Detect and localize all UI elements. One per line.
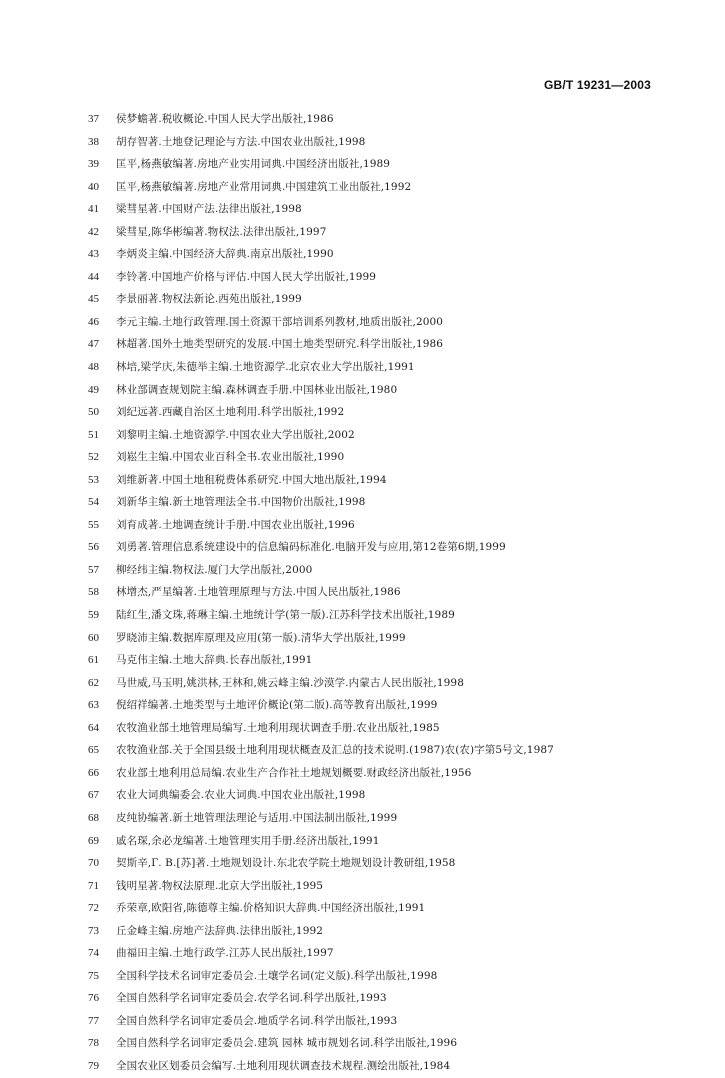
reference-number: 40 <box>88 180 99 193</box>
reference-item <box>88 266 688 289</box>
reference-item <box>88 672 688 695</box>
reference-item <box>88 942 688 965</box>
reference-number: 43 <box>88 248 99 261</box>
reference-number: 52 <box>88 451 99 464</box>
reference-item <box>88 356 688 379</box>
reference-item <box>88 920 688 943</box>
reference-number: 67 <box>88 789 99 802</box>
reference-text: 农业大词典编委会.农业大词典.中国农业出版社,1998 <box>116 789 366 802</box>
reference-text: 陆红生,潘文珠,蒋琳主编.土地统计学(第一版).江苏科学技术出版社,1989 <box>116 609 455 622</box>
reference-text: 丘金峰主编.房地产法辞典.法律出版社,1992 <box>116 924 324 937</box>
reference-number: 65 <box>88 744 99 757</box>
reference-text: 乔荣章,欧阳省,陈德尊主编.价格知识大辞典.中国经济出版社,1991 <box>116 902 426 915</box>
reference-text: 农业部土地利用总局编.农业生产合作社土地规划概要.财政经济出版社,1956 <box>116 766 472 779</box>
reference-item <box>88 108 688 131</box>
reference-number: 79 <box>88 1059 99 1072</box>
reference-number: 47 <box>88 338 99 351</box>
reference-number: 54 <box>88 496 99 509</box>
reference-number: 59 <box>88 609 99 622</box>
reference-item <box>88 739 688 762</box>
reference-item <box>88 198 688 221</box>
reference-item <box>88 1032 688 1055</box>
reference-text: 刘维新著.中国土地租税费体系研究.中国大地出版社,1994 <box>116 473 387 486</box>
reference-text: 全国自然科学名词审定委员会.建筑 园林 城市规划名词.科学出版社,1996 <box>116 1037 458 1050</box>
reference-number: 72 <box>88 902 99 915</box>
reference-item <box>88 379 688 402</box>
reference-text: 农牧渔业部.关于全国县级土地利用现状概查及汇总的技术说明.(1987)农(农)字第5号文,1987 <box>116 744 554 757</box>
reference-number: 66 <box>88 766 99 779</box>
reference-number: 46 <box>88 315 99 328</box>
reference-item <box>88 446 688 469</box>
reference-text: 柳经纬主编.物权法.厦门大学出版社,2000 <box>116 563 313 576</box>
reference-item <box>88 401 688 424</box>
reference-text: 李景丽著.物权法新论.西苑出版社,1999 <box>116 293 302 306</box>
reference-item <box>88 536 688 559</box>
reference-item <box>88 694 688 717</box>
reference-item <box>88 176 688 199</box>
reference-item <box>88 649 688 672</box>
reference-item <box>88 965 688 988</box>
reference-text: 胡存智著.土地登记理论与方法.中国农业出版社,1998 <box>116 135 366 148</box>
reference-text: 刘黎明主编.土地资源学.中国农业大学出版社,2002 <box>116 428 355 441</box>
reference-text: 刘勇著.管理信息系统建设中的信息编码标准化.电脑开发与应用,第12卷第6期,1999 <box>116 541 506 554</box>
reference-number: 71 <box>88 879 99 892</box>
reference-item <box>88 288 688 311</box>
reference-item <box>88 333 688 356</box>
reference-number: 61 <box>88 654 99 667</box>
reference-text: 李元主编.土地行政管理.国土资源干部培训系列教材,地质出版社,2000 <box>116 315 444 328</box>
reference-number: 51 <box>88 428 99 441</box>
reference-text: 李炳炎主编.中国经济大辞典.南京出版社,1990 <box>116 248 334 261</box>
reference-number: 49 <box>88 383 99 396</box>
reference-number: 55 <box>88 518 99 531</box>
reference-text: 林培,梁学庆,朱德举主编.土地资源学.北京农业大学出版社,1991 <box>116 361 415 374</box>
reference-number: 74 <box>88 947 99 960</box>
reference-number: 39 <box>88 158 99 171</box>
reference-text: 马克伟主编.土地大辞典.长春出版社,1991 <box>116 654 313 667</box>
reference-number: 48 <box>88 361 99 374</box>
reference-text: 梁彗星著.中国财产法.法律出版社,1998 <box>116 203 302 216</box>
reference-item <box>88 424 688 447</box>
reference-text: 全国自然科学名词审定委员会.农学名词.科学出版社,1993 <box>116 992 387 1005</box>
reference-text: 刘育成著.土地调查统计手册.中国农业出版社,1996 <box>116 518 355 531</box>
reference-item <box>88 581 688 604</box>
reference-item <box>88 717 688 740</box>
reference-text: 侯梦蟾著.税收概论.中国人民大学出版社,1986 <box>116 113 334 125</box>
reference-number: 37 <box>88 113 99 125</box>
reference-number: 53 <box>88 473 99 486</box>
reference-number: 58 <box>88 586 99 599</box>
reference-number: 78 <box>88 1037 99 1050</box>
reference-text: 刘崧生主编.中国农业百科全书.农业出版社,1990 <box>116 451 345 464</box>
reference-list <box>88 108 688 1078</box>
reference-number: 77 <box>88 1014 99 1027</box>
reference-text: 全国科学技术名词审定委员会.土壤学名词(定义版).科学出版社,1998 <box>116 969 438 982</box>
reference-text: 倪绍祥编著.土地类型与土地评价概论(第二版).高等教育出版社,1999 <box>116 699 438 712</box>
reference-item <box>88 875 688 898</box>
reference-number: 57 <box>88 563 99 576</box>
reference-number: 76 <box>88 992 99 1005</box>
reference-number: 75 <box>88 969 99 982</box>
reference-number: 56 <box>88 541 99 554</box>
reference-item <box>88 784 688 807</box>
reference-number: 70 <box>88 857 99 870</box>
reference-number: 62 <box>88 676 99 689</box>
reference-text: 刘纪远著.西藏自治区土地利用.科学出版社,1992 <box>116 406 345 419</box>
reference-text: 全国农业区划委员会编写.土地利用现状调查技术规程.测绘出版社,1984 <box>116 1059 451 1072</box>
reference-item <box>88 131 688 154</box>
reference-item <box>88 762 688 785</box>
reference-text: 匡平,杨燕敏编著.房地产业实用词典.中国经济出版社,1989 <box>116 158 391 171</box>
reference-text: 契斯辛,Г. В.[苏]著.土地规划设计.东北农学院土地规划设计教研组,1958 <box>116 857 456 870</box>
reference-item <box>88 987 688 1010</box>
reference-number: 41 <box>88 203 99 216</box>
reference-text: 李铃著.中国地产价格与评估.中国人民大学出版社,1999 <box>116 270 377 283</box>
reference-text: 林超著.国外土地类型研究的发展.中国土地类型研究.科学出版社,1986 <box>116 338 444 351</box>
reference-number: 38 <box>88 135 99 148</box>
reference-item <box>88 604 688 627</box>
reference-item <box>88 559 688 582</box>
reference-text: 全国自然科学名词审定委员会.地质学名词.科学出版社,1993 <box>116 1014 398 1027</box>
reference-text: 罗晓沛主编.数据库原理及应用(第一版).清华大学出版社,1999 <box>116 631 406 644</box>
reference-text: 钱明星著.物权法原理.北京大学出版社,1995 <box>116 879 324 892</box>
reference-text: 林业部调查规划院主编.森林调查手册.中国林业出版社,1980 <box>116 383 398 396</box>
reference-text: 皮纯协编著.新土地管理法理论与适用.中国法制出版社,1999 <box>116 811 398 824</box>
reference-item <box>88 311 688 334</box>
reference-text: 林增杰,严星编著.土地管理原理与方法.中国人民出版社,1986 <box>116 586 401 599</box>
reference-number: 68 <box>88 811 99 824</box>
reference-number: 42 <box>88 225 99 238</box>
reference-item <box>88 1055 688 1078</box>
reference-number: 45 <box>88 293 99 306</box>
reference-text: 马世威,马玉明,姚洪林,王林和,姚云峰主编.沙漠学.内蒙古人民出版社,1998 <box>116 676 464 689</box>
reference-number: 44 <box>88 270 99 283</box>
reference-text: 曲福田主编.土地行政学.江苏人民出版社,1997 <box>116 947 334 960</box>
reference-item <box>88 852 688 875</box>
reference-item <box>88 243 688 266</box>
reference-text: 戚名琛,余必龙编著.土地管理实用手册.经济出版社,1991 <box>116 834 380 847</box>
reference-item <box>88 469 688 492</box>
reference-item <box>88 807 688 830</box>
standard-code: GB/T 19231—2003 <box>543 78 651 92</box>
reference-text: 梁彗星,陈华彬编著.物权法.法律出版社,1997 <box>116 225 327 238</box>
reference-item <box>88 897 688 920</box>
reference-number: 50 <box>88 406 99 419</box>
reference-item <box>88 491 688 514</box>
reference-number: 69 <box>88 834 99 847</box>
reference-text: 刘新华主编.新土地管理法全书.中国物价出版社,1998 <box>116 496 366 509</box>
reference-item <box>88 830 688 853</box>
reference-text: 农牧渔业部土地管理局编写.土地利用现状调查手册.农业出版社,1985 <box>116 721 440 734</box>
reference-item <box>88 1010 688 1033</box>
reference-item <box>88 153 688 176</box>
reference-number: 73 <box>88 924 99 937</box>
reference-number: 63 <box>88 699 99 712</box>
reference-item <box>88 221 688 244</box>
reference-number: 60 <box>88 631 99 644</box>
reference-item <box>88 627 688 650</box>
reference-number: 64 <box>88 721 99 734</box>
reference-text: 匡平,杨燕敏编著.房地产业常用词典.中国建筑工业出版社,1992 <box>116 180 412 193</box>
reference-item <box>88 514 688 537</box>
